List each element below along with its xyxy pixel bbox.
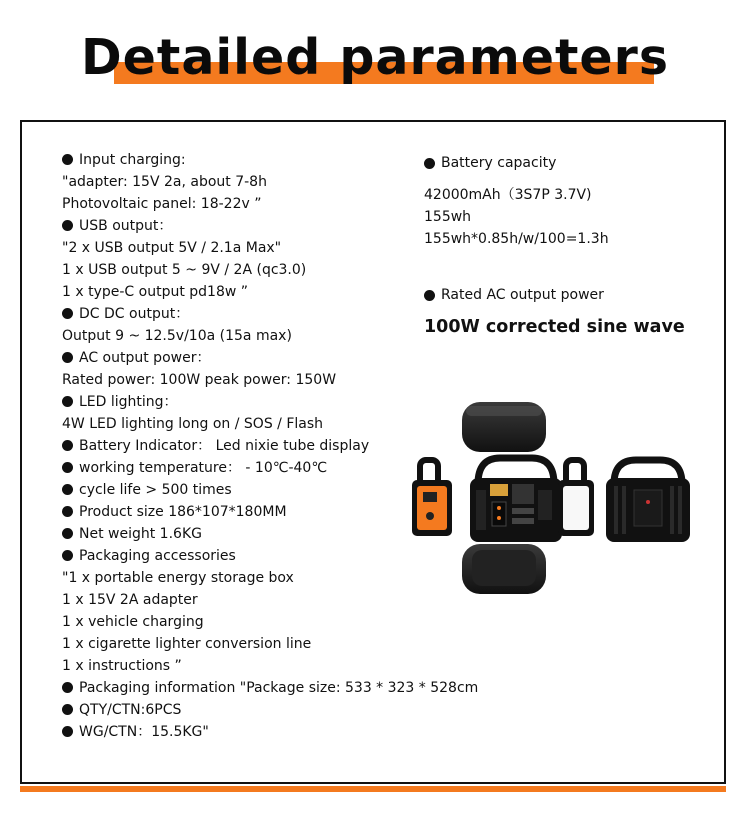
spec-text: LED lighting：	[79, 394, 178, 410]
spec-detail-line	[62, 325, 462, 347]
front-view	[470, 458, 562, 542]
product-image	[400, 398, 702, 598]
spec-detail-line	[62, 369, 462, 391]
bullet-icon	[62, 154, 73, 165]
spec-text: QTY/CTN:6PCS	[79, 702, 182, 718]
spec-item	[62, 303, 462, 325]
bullet-icon	[62, 396, 73, 407]
spec-text: Rated power: 100W peak power: 150W	[62, 372, 337, 388]
spec-text: Packaging information "Package size: 533 * 323 * 528cm	[79, 680, 479, 696]
bullet-icon	[424, 290, 435, 301]
spec-text: WG/CTN：15.5KG"	[79, 724, 209, 740]
bullet-icon	[62, 704, 73, 715]
spec-detail-line	[62, 633, 462, 655]
spec-item	[62, 149, 462, 171]
spec-item	[62, 721, 462, 743]
spec-text: cycle life > 500 times	[79, 482, 232, 498]
battery-capacity-heading	[424, 152, 714, 174]
spec-text: USB output：	[79, 218, 173, 234]
spec-item	[62, 677, 479, 699]
spec-detail-line	[62, 655, 462, 677]
spec-text: working temperature： - 10℃-40℃	[79, 460, 328, 476]
spec-text: 1 x 15V 2A adapter	[62, 592, 198, 608]
side-view-white	[558, 460, 594, 536]
spec-text: Photovoltaic panel: 18-22v ”	[62, 196, 262, 212]
spec-item	[62, 347, 462, 369]
spec-text: 1 x instructions ”	[62, 658, 182, 674]
bullet-icon	[62, 352, 73, 363]
spec-text: Product size 186*107*180MM	[79, 504, 287, 520]
spec-detail-line	[62, 237, 462, 259]
spec-detail-line	[62, 259, 462, 281]
spec-item	[62, 215, 462, 237]
spec-text: Output 9 ~ 12.5v/10a (15a max)	[62, 328, 292, 344]
spec-text: Input charging:	[79, 152, 186, 168]
spec-text: "adapter: 15V 2a, about 7-8h	[62, 174, 267, 190]
bullet-icon	[62, 506, 73, 517]
bullet-icon	[62, 550, 73, 561]
bottom-accent-line	[20, 786, 726, 792]
ac-output-heading	[424, 284, 714, 306]
spec-text: Battery Indicator： Led nixie tube display	[79, 438, 370, 454]
spec-text: 1 x USB output 5 ~ 9V / 2A (qc3.0)	[62, 262, 307, 278]
title-banner	[0, 0, 750, 100]
spec-text: "1 x portable energy storage box	[62, 570, 294, 586]
battery-runtime-line: 155wh*0.85h/w/100=1.3h	[424, 231, 609, 247]
bullet-icon	[62, 308, 73, 319]
right-column	[424, 152, 714, 340]
spec-text: 1 x cigarette lighter conversion line	[62, 636, 312, 652]
spec-detail-line	[62, 193, 462, 215]
spec-detail-line	[62, 611, 462, 633]
page-title: Detailed parameters	[80, 29, 669, 86]
spec-text: "2 x USB output 5V / 2.1a Max"	[62, 240, 282, 256]
bullet-icon	[424, 158, 435, 169]
spec-text: Net weight 1.6KG	[79, 526, 202, 542]
battery-capacity-label: Battery capacity	[441, 155, 557, 171]
battery-capacity-line: 42000mAh（3S7P 3.7V)	[424, 187, 592, 203]
back-view	[606, 460, 690, 542]
spec-item	[62, 699, 462, 721]
bullet-icon	[62, 726, 73, 737]
spec-text: AC output power：	[79, 350, 211, 366]
spec-text: 1 x vehicle charging	[62, 614, 204, 630]
spec-detail-line	[62, 171, 462, 193]
ac-output-label: Rated AC output power	[441, 287, 604, 303]
bullet-icon	[62, 484, 73, 495]
top-cover-view	[462, 402, 546, 452]
bottom-view	[462, 544, 546, 594]
bullet-icon	[62, 682, 73, 693]
bullet-icon	[62, 440, 73, 451]
battery-energy-line: 155wh	[424, 209, 472, 225]
spec-text: 1 x type-C output pd18w ”	[62, 284, 249, 300]
bullet-icon	[62, 220, 73, 231]
spec-text: 4W LED lighting long on / SOS / Flash	[62, 416, 324, 432]
spec-text: Packaging accessories	[79, 548, 236, 564]
side-view-orange	[412, 460, 452, 536]
spec-text: DC DC output：	[79, 306, 190, 322]
bullet-icon	[62, 528, 73, 539]
bullet-icon	[62, 462, 73, 473]
spec-detail-line	[62, 281, 462, 303]
ac-output-value: 100W corrected sine wave	[424, 317, 685, 337]
